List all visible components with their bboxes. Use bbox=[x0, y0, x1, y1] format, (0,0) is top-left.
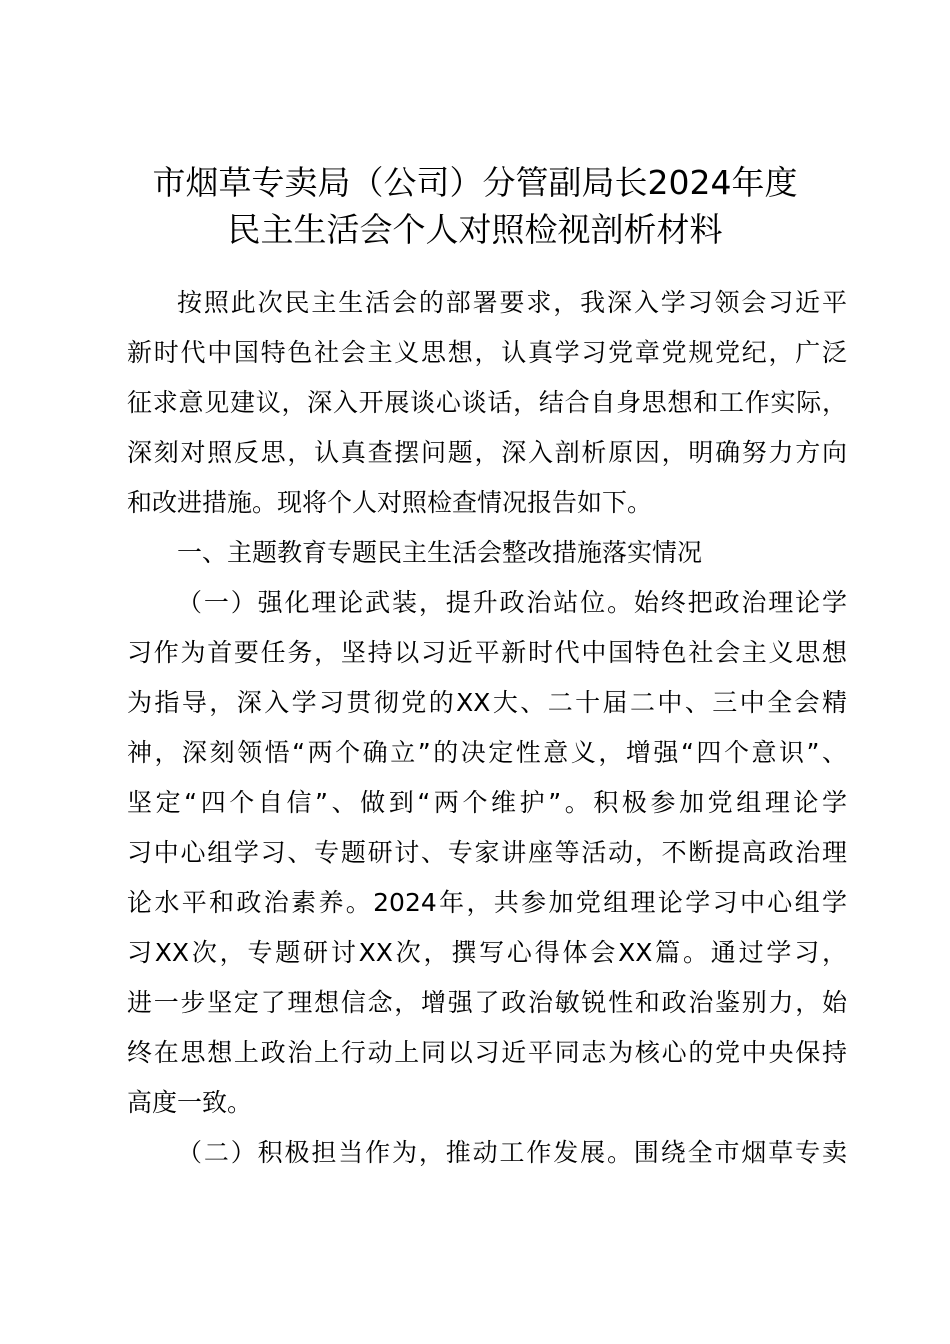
paragraph-item-1-line: 神，深刻领悟“两个确立”的决定性意义，增强“四个意识”、 bbox=[127, 738, 847, 767]
paragraph-intro-line: 和改进措施。现将个人对照检查情况报告如下。 bbox=[127, 488, 653, 517]
paragraph-item-1-line: 为指导，深入学习贯彻党的XX大、二十届二中、三中全会精 bbox=[127, 688, 847, 717]
document-title-line-2: 民主生活会个人对照检视剖析材料 bbox=[227, 210, 723, 249]
paragraph-item-1-line: （一）强化理论武装，提升政治站位。始终把政治理论学 bbox=[177, 588, 847, 617]
paragraph-intro-line: 按照此次民主生活会的部署要求，我深入学习领会习近平 bbox=[177, 288, 847, 317]
paragraph-intro-line: 深刻对照反思，认真查摆问题，深入剖析原因，明确努力方向 bbox=[127, 438, 847, 467]
paragraph-item-1-line: 终在思想上政治上行动上同以习近平同志为核心的党中央保持 bbox=[127, 1038, 847, 1067]
paragraph-item-1-line: 坚定“四个自信”、做到“两个维护”。积极参加党组理论学 bbox=[127, 788, 847, 817]
paragraph-intro-line: 征求意见建议，深入开展谈心谈话，结合自身思想和工作实际， bbox=[127, 388, 847, 417]
document-title-line-1: 市烟草专卖局（公司）分管副局长2024年度 bbox=[152, 163, 798, 202]
paragraph-item-1-line: 进一步坚定了理想信念，增强了政治敏锐性和政治鉴别力，始 bbox=[127, 988, 847, 1017]
paragraph-item-2-line: （二）积极担当作为，推动工作发展。围绕全市烟草专卖 bbox=[177, 1138, 847, 1167]
section-heading: 一、主题教育专题民主生活会整改措施落实情况 bbox=[177, 538, 703, 567]
paragraph-item-1-line: 习作为首要任务，坚持以习近平新时代中国特色社会主义思想 bbox=[127, 638, 847, 667]
paragraph-item-1-line: 习中心组学习、专题研讨、专家讲座等活动，不断提高政治理 bbox=[127, 838, 847, 867]
paragraph-item-1-line: 论水平和政治素养。2024年，共参加党组理论学习中心组学 bbox=[127, 888, 847, 917]
paragraph-item-1-line: 习XX次，专题研讨XX次，撰写心得体会XX篇。通过学习， bbox=[127, 938, 847, 967]
paragraph-intro-line: 新时代中国特色社会主义思想，认真学习党章党规党纪，广泛 bbox=[127, 338, 847, 367]
paragraph-item-1-line: 高度一致。 bbox=[127, 1088, 253, 1117]
